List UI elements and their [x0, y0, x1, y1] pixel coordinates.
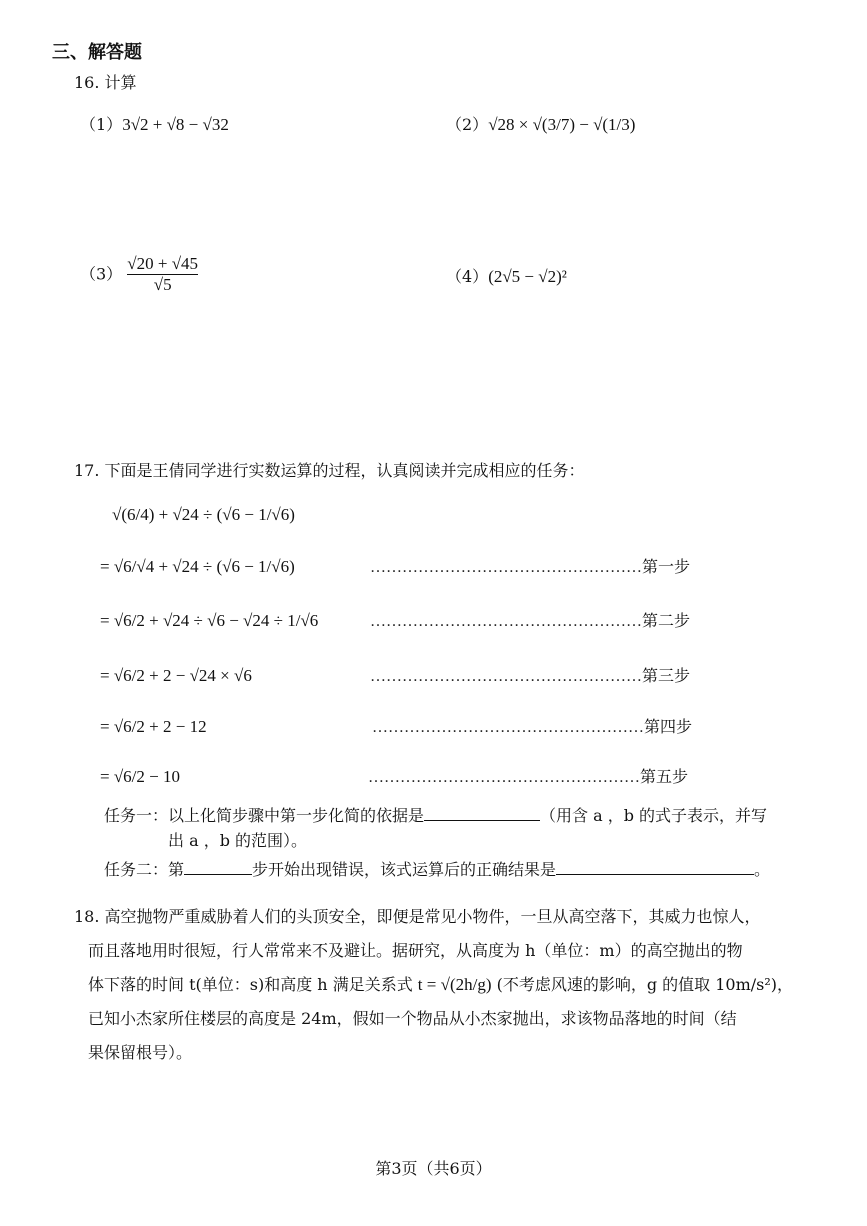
- q17-start-expr: √(6/4) + √24 ÷ (√6 − 1/√6): [112, 505, 295, 524]
- page-number: 第3页（共6页）: [375, 1159, 492, 1178]
- q17-task2-blank1[interactable]: [184, 858, 252, 875]
- q17-task1: [104, 804, 767, 827]
- q17-step4-dots: ……………………………………………: [372, 719, 644, 736]
- q17-step4-leader: [372, 716, 692, 739]
- q18-line4: 已知小杰家所住楼层的高度是 24m，假如一个物品从小杰家抛出，求该物品落地的时间（结: [88, 1009, 737, 1028]
- q18-question: [74, 900, 834, 1070]
- q17-label: 17. 下面是王倩同学进行实数运算的过程，认真阅读并完成相应的任务：: [74, 461, 585, 480]
- q17-step5-dots: ……………………………………………: [368, 769, 640, 786]
- q16-part1: [80, 114, 229, 136]
- q18-formula: t = √(2h/g): [417, 975, 492, 994]
- q16-part3-numerator: √20 + √45: [127, 254, 199, 273]
- section-title: 三、解答题: [52, 42, 142, 63]
- q17-task1-text: 任务一：以上化简步骤中第一步化简的依据是: [104, 806, 425, 825]
- q17-step2-leader: [370, 610, 690, 633]
- q17-step4-label: 第四步: [644, 717, 693, 736]
- q16-part1-expr: 3√2 + √8 − √32: [122, 115, 229, 134]
- q17-step5-label: 第五步: [640, 767, 689, 786]
- q17-task2-text: 任务二：第: [104, 860, 185, 879]
- q17-task2-text-b: 步开始出现错误，该式运算后的正确结果是: [252, 860, 557, 879]
- q17-step1-dots: ……………………………………………: [370, 559, 642, 576]
- q16-part2: [446, 114, 635, 136]
- q18-line2: 而且落地用时很短，行人常常来不及避让。据研究，从高度为 h（单位：m）的高空抛出的物: [88, 941, 743, 960]
- q18-line1: 18. 高空抛物严重威胁着人们的头顶安全，即便是常见小物件，一旦从高空落下，其威力也惊人，: [74, 907, 761, 926]
- q17-task2: [104, 858, 770, 881]
- q18-line3: [74, 968, 834, 1002]
- q18-line3-text-b: (不考虑风速的影响，g 的值取 10m/s²)，: [496, 975, 794, 994]
- q16-part2-label: （2）: [446, 115, 489, 134]
- q17-step5-expr: = √6/2 − 10: [100, 767, 180, 786]
- q17-task1-cont: 出 a ，b 的范围）。: [168, 831, 308, 850]
- q16-part2-expr: √28 × √(3/7) − √(1/3): [488, 115, 636, 134]
- q17-step1-label: 第一步: [642, 557, 691, 576]
- q18-line5: 果保留根号）。: [88, 1043, 193, 1062]
- q17-step2-expr: = √6/2 + √24 ÷ √6 − √24 ÷ 1/√6: [100, 611, 319, 630]
- q18-line3-text: 体下落的时间 t(单位：s)和高度 h 满足关系式: [88, 975, 413, 994]
- q17-step4-expr: = √6/2 + 2 − 12: [100, 717, 207, 736]
- q17-step2-dots: ……………………………………………: [370, 613, 642, 630]
- q17-step1-leader: [370, 556, 690, 579]
- q16-part3-fraction: [127, 254, 198, 295]
- q17-task2-blank2[interactable]: [556, 858, 754, 875]
- q17-task1-text-b: （用含 a ，b 的式子表示，并写: [540, 806, 768, 825]
- q16-part4-label: （4）: [446, 267, 489, 286]
- q17-task2-end: 。: [754, 860, 771, 879]
- q16-part4-expr: (2√5 − √2)²: [488, 267, 567, 286]
- q17-task1-blank[interactable]: [424, 804, 540, 821]
- q16-label: 16. 计算: [74, 73, 137, 92]
- q16-part1-label: （1）: [80, 115, 123, 134]
- q17-step3-expr: = √6/2 + 2 − √24 × √6: [100, 666, 252, 685]
- q17-step3-dots: ……………………………………………: [370, 668, 642, 685]
- q17-step2-label: 第二步: [642, 611, 691, 630]
- q16-part3-denominator: √5: [153, 275, 172, 294]
- q17-step3-label: 第三步: [642, 666, 691, 685]
- q16-part3: [80, 254, 198, 295]
- q16-part3-label: （3）: [80, 264, 123, 284]
- q17-step3-leader: [370, 665, 690, 688]
- q16-part4: [446, 266, 567, 288]
- q17-step5-leader: [368, 766, 688, 789]
- q17-step1-expr: = √6/√4 + √24 ÷ (√6 − 1/√6): [100, 557, 295, 576]
